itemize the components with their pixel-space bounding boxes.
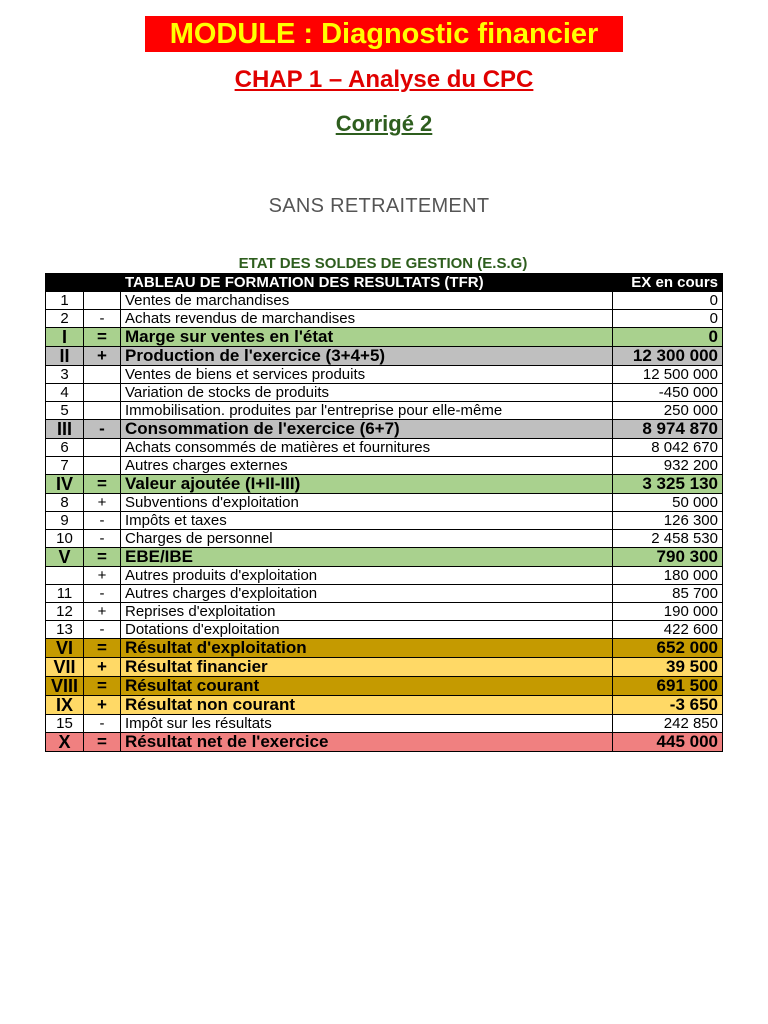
row-label: Résultat non courant	[121, 696, 613, 715]
row-label: Impôt sur les résultats	[121, 715, 613, 733]
row-value: 691 500	[613, 677, 723, 696]
row-label: Autres produits d'exploitation	[121, 567, 613, 585]
row-value: 0	[613, 310, 723, 328]
header-title: TABLEAU DE FORMATION DES RESULTATS (TFR)	[121, 274, 613, 292]
row-sign: =	[84, 733, 121, 752]
row-number: 6	[46, 439, 84, 457]
table-row	[46, 366, 723, 384]
row-label: Production de l'exercice (3+4+5)	[121, 347, 613, 366]
row-value: 12 500 000	[613, 366, 723, 384]
row-value: 242 850	[613, 715, 723, 733]
row-number	[46, 567, 84, 585]
row-label: Consommation de l'exercice (6+7)	[121, 420, 613, 439]
table-row	[46, 585, 723, 603]
table-row	[46, 328, 723, 347]
row-value: 190 000	[613, 603, 723, 621]
table-row	[46, 530, 723, 548]
row-label: Variation de stocks de produits	[121, 384, 613, 402]
row-number: 15	[46, 715, 84, 733]
table-row	[46, 439, 723, 457]
row-value: 12 300 000	[613, 347, 723, 366]
corrige-title-text: Corrigé 2	[335, 111, 433, 136]
row-label: Résultat financier	[121, 658, 613, 677]
table-row	[46, 603, 723, 621]
table-row	[46, 310, 723, 328]
row-number: V	[46, 548, 84, 567]
row-number: IV	[46, 475, 84, 494]
table-row	[46, 347, 723, 366]
row-sign: =	[84, 475, 121, 494]
row-number: 3	[46, 366, 84, 384]
row-sign	[84, 457, 121, 475]
row-label: Charges de personnel	[121, 530, 613, 548]
row-value: 422 600	[613, 621, 723, 639]
row-label: Résultat d'exploitation	[121, 639, 613, 658]
row-sign: +	[84, 494, 121, 512]
row-sign: -	[84, 512, 121, 530]
header-value: EX en cours	[613, 274, 723, 292]
row-sign: -	[84, 530, 121, 548]
row-number: II	[46, 347, 84, 366]
row-sign	[84, 439, 121, 457]
row-label: Autres charges externes	[121, 457, 613, 475]
row-sign	[84, 384, 121, 402]
row-sign	[84, 292, 121, 310]
row-label: Dotations d'exploitation	[121, 621, 613, 639]
table-row	[46, 621, 723, 639]
row-number: III	[46, 420, 84, 439]
table-row	[46, 494, 723, 512]
row-value: 85 700	[613, 585, 723, 603]
table-row	[46, 512, 723, 530]
row-sign: -	[84, 420, 121, 439]
esg-table	[45, 273, 723, 752]
row-value: 0	[613, 292, 723, 310]
row-value: 8 042 670	[613, 439, 723, 457]
row-sign: +	[84, 696, 121, 715]
table-row	[46, 420, 723, 439]
row-number: IX	[46, 696, 84, 715]
row-label: Résultat courant	[121, 677, 613, 696]
chapter-title-text: CHAP 1 – Analyse du CPC	[234, 66, 534, 93]
table-header-row	[46, 274, 723, 292]
row-number: 2	[46, 310, 84, 328]
row-number: I	[46, 328, 84, 347]
row-number: VI	[46, 639, 84, 658]
table-row	[46, 475, 723, 494]
header-num-cell	[46, 274, 84, 292]
table-caption: ETAT DES SOLDES DE GESTION (E.S.G)	[238, 255, 528, 272]
row-number: 1	[46, 292, 84, 310]
chapter-title	[0, 66, 768, 94]
row-value: -450 000	[613, 384, 723, 402]
row-number: VII	[46, 658, 84, 677]
table-row	[46, 384, 723, 402]
row-number: 11	[46, 585, 84, 603]
table-row	[46, 696, 723, 715]
row-value: 250 000	[613, 402, 723, 420]
row-sign: +	[84, 567, 121, 585]
table-row	[46, 677, 723, 696]
table-row	[46, 402, 723, 420]
row-sign: -	[84, 715, 121, 733]
row-sign	[84, 366, 121, 384]
row-number: 7	[46, 457, 84, 475]
row-number: 13	[46, 621, 84, 639]
row-number: 10	[46, 530, 84, 548]
row-label: Reprises d'exploitation	[121, 603, 613, 621]
row-value: 180 000	[613, 567, 723, 585]
row-sign: =	[84, 328, 121, 347]
table-row	[46, 292, 723, 310]
row-label: Marge sur ventes en l'état	[121, 328, 613, 347]
row-value: 3 325 130	[613, 475, 723, 494]
row-label: Immobilisation. produites par l'entreprise pour elle-même	[121, 402, 613, 420]
row-value: 50 000	[613, 494, 723, 512]
table-row	[46, 457, 723, 475]
row-value: 790 300	[613, 548, 723, 567]
row-value: 126 300	[613, 512, 723, 530]
row-label: Autres charges d'exploitation	[121, 585, 613, 603]
table-row	[46, 567, 723, 585]
table-row	[46, 639, 723, 658]
row-number: 12	[46, 603, 84, 621]
row-label: Ventes de biens et services produits	[121, 366, 613, 384]
subtitle: SANS RETRAITEMENT	[268, 195, 490, 217]
row-sign: +	[84, 347, 121, 366]
table-body	[46, 292, 723, 752]
row-value: 652 000	[613, 639, 723, 658]
row-label: Résultat net de l'exercice	[121, 733, 613, 752]
row-label: Impôts et taxes	[121, 512, 613, 530]
row-label: Subventions d'exploitation	[121, 494, 613, 512]
row-value: 445 000	[613, 733, 723, 752]
table-row	[46, 733, 723, 752]
module-title: MODULE : Diagnostic financier	[145, 16, 623, 52]
row-number: 4	[46, 384, 84, 402]
row-label: EBE/IBE	[121, 548, 613, 567]
row-value: 0	[613, 328, 723, 347]
table-row	[46, 715, 723, 733]
row-sign: -	[84, 585, 121, 603]
row-value: 8 974 870	[613, 420, 723, 439]
row-number: 9	[46, 512, 84, 530]
table-row	[46, 548, 723, 567]
row-number: X	[46, 733, 84, 752]
row-sign: +	[84, 658, 121, 677]
row-label: Ventes de marchandises	[121, 292, 613, 310]
row-number: 8	[46, 494, 84, 512]
row-value: 2 458 530	[613, 530, 723, 548]
table-row	[46, 658, 723, 677]
row-value: -3 650	[613, 696, 723, 715]
row-label: Valeur ajoutée (I+II-III)	[121, 475, 613, 494]
row-sign: -	[84, 310, 121, 328]
row-label: Achats consommés de matières et fournitures	[121, 439, 613, 457]
row-number: VIII	[46, 677, 84, 696]
header-sign-cell	[84, 274, 121, 292]
row-value: 932 200	[613, 457, 723, 475]
row-sign	[84, 402, 121, 420]
row-label: Achats revendus de marchandises	[121, 310, 613, 328]
row-sign: =	[84, 548, 121, 567]
row-sign: =	[84, 677, 121, 696]
row-sign: +	[84, 603, 121, 621]
row-number: 5	[46, 402, 84, 420]
corrige-title	[0, 111, 768, 137]
row-sign: =	[84, 639, 121, 658]
row-value: 39 500	[613, 658, 723, 677]
row-sign: -	[84, 621, 121, 639]
